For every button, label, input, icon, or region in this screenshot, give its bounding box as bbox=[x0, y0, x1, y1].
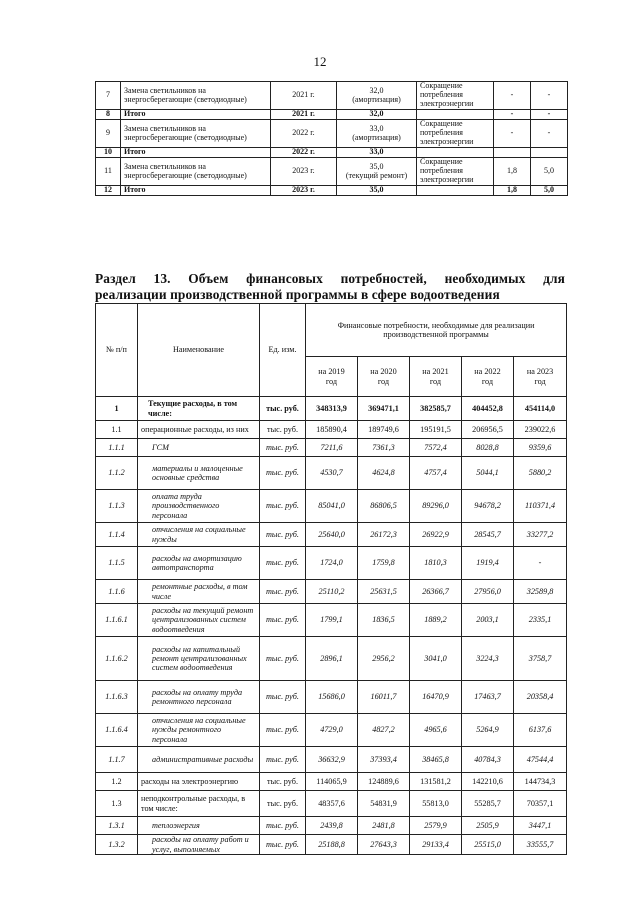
header-unit: Ед. изм. bbox=[260, 304, 306, 397]
table-row bbox=[96, 747, 567, 773]
row-num: 1.1.6.2 bbox=[96, 637, 138, 681]
row-value: 40784,3 bbox=[462, 747, 514, 773]
row-num: 1.3 bbox=[96, 791, 138, 817]
row-name: оплата труда производственного персонала bbox=[138, 490, 260, 523]
row-value: 32589,8 bbox=[514, 580, 567, 604]
row-value: 55285,7 bbox=[462, 791, 514, 817]
row-value: 195191,5 bbox=[410, 421, 462, 439]
page-number: 12 bbox=[313, 54, 327, 69]
row-value: 17463,7 bbox=[462, 681, 514, 714]
measures-row bbox=[96, 158, 568, 186]
row-value: 1799,1 bbox=[306, 604, 358, 637]
row-cost-value: 33,0 bbox=[369, 123, 384, 133]
table-row bbox=[96, 604, 567, 637]
measures-row bbox=[96, 82, 568, 110]
row-value: 37393,4 bbox=[358, 747, 410, 773]
row-value: 5044,1 bbox=[462, 457, 514, 490]
financial-needs-table bbox=[95, 303, 567, 855]
row-effect bbox=[417, 186, 494, 196]
row-value: 25515,0 bbox=[462, 835, 514, 855]
row-value: 1759,8 bbox=[358, 547, 410, 580]
row-year: 2023 г. bbox=[271, 186, 337, 196]
row-value: 25631,5 bbox=[358, 580, 410, 604]
row-num: 1.1.5 bbox=[96, 547, 138, 580]
row-value: 185890,4 bbox=[306, 421, 358, 439]
table-row bbox=[96, 817, 567, 835]
row-value: 1836,5 bbox=[358, 604, 410, 637]
row-value: 6137,6 bbox=[514, 714, 567, 747]
row-value: 25188,8 bbox=[306, 835, 358, 855]
header-group: Финансовые потребности, необходимые для реализации производственной программы bbox=[306, 304, 567, 357]
row-value: 55813,0 bbox=[410, 791, 462, 817]
row-name: Текущие расходы, в том числе: bbox=[138, 397, 260, 421]
row-value: 7361,3 bbox=[358, 439, 410, 457]
row-unit: тыс. руб. bbox=[260, 681, 306, 714]
measures-row bbox=[96, 110, 568, 120]
row-value: 4965,6 bbox=[410, 714, 462, 747]
row-value: 1724,0 bbox=[306, 547, 358, 580]
row-value: 142210,6 bbox=[462, 773, 514, 791]
row-num: 1.1.6.3 bbox=[96, 681, 138, 714]
row-name: расходы на оплату труда ремонтного персонала bbox=[138, 681, 260, 714]
row-name: отчисления на социальные нужды bbox=[138, 523, 260, 547]
row-unit: тыс. руб. bbox=[260, 580, 306, 604]
row-unit: тыс. руб. bbox=[260, 835, 306, 855]
row-value: 206956,5 bbox=[462, 421, 514, 439]
row-value: 20358,4 bbox=[514, 681, 567, 714]
row-value: 369471,1 bbox=[358, 397, 410, 421]
section-heading-line2: реализации производственной программы в сфере водоотведения bbox=[95, 287, 500, 302]
table-row bbox=[96, 773, 567, 791]
row-value: 189749,6 bbox=[358, 421, 410, 439]
row-value: 4530,7 bbox=[306, 457, 358, 490]
row-value: 3224,3 bbox=[462, 637, 514, 681]
header-year: на 2021 год bbox=[410, 357, 462, 397]
measures-row bbox=[96, 148, 568, 158]
row-value: 7211,6 bbox=[306, 439, 358, 457]
row-unit: тыс. руб. bbox=[260, 547, 306, 580]
row-value: 5264,9 bbox=[462, 714, 514, 747]
row-name: неподконтрольные расходы, в том числе: bbox=[138, 791, 260, 817]
row-num: 9 bbox=[96, 120, 121, 148]
row-cost bbox=[337, 158, 417, 186]
header-num: № п/п bbox=[96, 304, 138, 397]
row-num: 1.3.1 bbox=[96, 817, 138, 835]
row-name: Итого bbox=[121, 186, 271, 196]
row-unit: тыс. руб. bbox=[260, 439, 306, 457]
measures-row bbox=[96, 186, 568, 196]
row-name: теплоэнергия bbox=[138, 817, 260, 835]
row-unit: тыс. руб. bbox=[260, 457, 306, 490]
row-value: 89296,0 bbox=[410, 490, 462, 523]
row-unit: тыс. руб. bbox=[260, 397, 306, 421]
table-row bbox=[96, 791, 567, 817]
row-value-1: - bbox=[494, 110, 531, 120]
row-value: 26922,9 bbox=[410, 523, 462, 547]
row-name: расходы на амортизацию автотранспорта bbox=[138, 547, 260, 580]
row-effect bbox=[417, 110, 494, 120]
section-heading bbox=[95, 271, 565, 303]
row-cost bbox=[337, 120, 417, 148]
row-name: отчисления на социальные нужды ремонтного персонала bbox=[138, 714, 260, 747]
row-value: 131581,2 bbox=[410, 773, 462, 791]
row-value: 1919,4 bbox=[462, 547, 514, 580]
row-num: 12 bbox=[96, 186, 121, 196]
row-value: 33555,7 bbox=[514, 835, 567, 855]
row-num: 1.1.3 bbox=[96, 490, 138, 523]
row-value-2: - bbox=[531, 82, 568, 110]
row-value: 70357,1 bbox=[514, 791, 567, 817]
row-value: 2579,9 bbox=[410, 817, 462, 835]
row-value: 114065,9 bbox=[306, 773, 358, 791]
row-value: 38465,8 bbox=[410, 747, 462, 773]
measures-table bbox=[95, 81, 568, 196]
header-year: на 2019 год bbox=[306, 357, 358, 397]
row-num: 1.1.6.4 bbox=[96, 714, 138, 747]
row-value-1: 1,8 bbox=[494, 158, 531, 186]
row-cost: 33,0 bbox=[337, 148, 417, 158]
row-cost-value: 35,0 bbox=[369, 161, 384, 171]
row-unit: тыс. руб. bbox=[260, 747, 306, 773]
row-num: 11 bbox=[96, 158, 121, 186]
row-year: 2023 г. bbox=[271, 158, 337, 186]
row-num: 1.1.4 bbox=[96, 523, 138, 547]
row-value: 5880,2 bbox=[514, 457, 567, 490]
row-cost-note: (амортизация) bbox=[352, 132, 401, 142]
row-value: 16011,7 bbox=[358, 681, 410, 714]
row-value-2: 5,0 bbox=[531, 158, 568, 186]
row-name: Итого bbox=[121, 110, 271, 120]
section-heading-line1: Раздел 13. Объем финансовых потребностей, необходимых для bbox=[95, 271, 565, 286]
row-value: 26366,7 bbox=[410, 580, 462, 604]
row-cost-note: (текущий ремонт) bbox=[345, 170, 408, 180]
row-name: административные расходы bbox=[138, 747, 260, 773]
row-value: 33277,2 bbox=[514, 523, 567, 547]
row-value: 27643,3 bbox=[358, 835, 410, 855]
row-value: 47544,4 bbox=[514, 747, 567, 773]
row-effect bbox=[417, 148, 494, 158]
row-value: 2335,1 bbox=[514, 604, 567, 637]
row-name: ремонтные расходы, в том числе bbox=[138, 580, 260, 604]
row-value-1: - bbox=[494, 82, 531, 110]
table-row bbox=[96, 457, 567, 490]
row-value: 2481,8 bbox=[358, 817, 410, 835]
row-value: 48357,6 bbox=[306, 791, 358, 817]
row-value: - bbox=[514, 547, 567, 580]
header-year: на 2022 год bbox=[462, 357, 514, 397]
row-value: 2956,2 bbox=[358, 637, 410, 681]
table-row bbox=[96, 439, 567, 457]
row-unit: тыс. руб. bbox=[260, 490, 306, 523]
table-row bbox=[96, 421, 567, 439]
header-name: Наименование bbox=[138, 304, 260, 397]
row-value: 9359,6 bbox=[514, 439, 567, 457]
row-value: 8028,8 bbox=[462, 439, 514, 457]
row-cost bbox=[337, 82, 417, 110]
row-effect: Сокращение потребления электроэнергии bbox=[417, 120, 494, 148]
row-value: 4757,4 bbox=[410, 457, 462, 490]
row-value: 3041,0 bbox=[410, 637, 462, 681]
table-row bbox=[96, 637, 567, 681]
row-unit: тыс. руб. bbox=[260, 817, 306, 835]
row-effect: Сокращение потребления электроэнергии bbox=[417, 82, 494, 110]
row-num: 1.2 bbox=[96, 773, 138, 791]
row-value: 7572,4 bbox=[410, 439, 462, 457]
row-value: 28545,7 bbox=[462, 523, 514, 547]
row-value: 85041,0 bbox=[306, 490, 358, 523]
header-year: на 2020 год bbox=[358, 357, 410, 397]
row-num: 7 bbox=[96, 82, 121, 110]
row-year: 2022 г. bbox=[271, 148, 337, 158]
row-value: 16470,9 bbox=[410, 681, 462, 714]
row-unit: тыс. руб. bbox=[260, 637, 306, 681]
row-name: расходы на электроэнергию bbox=[138, 773, 260, 791]
row-value: 2896,1 bbox=[306, 637, 358, 681]
row-num: 1.1.6 bbox=[96, 580, 138, 604]
row-name: операционные расходы, из них bbox=[138, 421, 260, 439]
row-value: 382585,7 bbox=[410, 397, 462, 421]
row-name: материалы и малоценные основные средства bbox=[138, 457, 260, 490]
row-name: расходы на оплату работ и услуг, выполняемых bbox=[138, 835, 260, 855]
row-cost: 32,0 bbox=[337, 110, 417, 120]
row-year: 2021 г. bbox=[271, 82, 337, 110]
row-value-1 bbox=[494, 148, 531, 158]
row-unit: тыс. руб. bbox=[260, 773, 306, 791]
row-value: 348313,9 bbox=[306, 397, 358, 421]
table-row bbox=[96, 835, 567, 855]
row-unit: тыс. руб. bbox=[260, 791, 306, 817]
row-value: 2439,8 bbox=[306, 817, 358, 835]
table-row bbox=[96, 523, 567, 547]
row-value: 2003,1 bbox=[462, 604, 514, 637]
row-value: 2505,9 bbox=[462, 817, 514, 835]
row-value: 25640,0 bbox=[306, 523, 358, 547]
row-cost-value: 32,0 bbox=[369, 85, 384, 95]
row-num: 1.1.7 bbox=[96, 747, 138, 773]
row-value: 404452,8 bbox=[462, 397, 514, 421]
row-name: Замена светильников на энергосберегающие (светодиодные) bbox=[121, 82, 271, 110]
row-name: расходы на капитальный ремонт централизованных систем водоотведения bbox=[138, 637, 260, 681]
row-value: 110371,4 bbox=[514, 490, 567, 523]
row-unit: тыс. руб. bbox=[260, 714, 306, 747]
row-name: Замена светильников на энергосберегающие (светодиодные) bbox=[121, 120, 271, 148]
row-name: ГСМ bbox=[138, 439, 260, 457]
row-num: 1.1 bbox=[96, 421, 138, 439]
row-value: 4624,8 bbox=[358, 457, 410, 490]
table-row bbox=[96, 490, 567, 523]
row-num: 1.1.6.1 bbox=[96, 604, 138, 637]
row-value: 4729,0 bbox=[306, 714, 358, 747]
row-value: 26172,3 bbox=[358, 523, 410, 547]
row-num: 1.1.1 bbox=[96, 439, 138, 457]
row-name: Замена светильников на энергосберегающие (светодиодные) bbox=[121, 158, 271, 186]
row-unit: тыс. руб. bbox=[260, 604, 306, 637]
row-value-1: 1,8 bbox=[494, 186, 531, 196]
row-num: 1 bbox=[96, 397, 138, 421]
row-value-1: - bbox=[494, 120, 531, 148]
row-value-2: 5,0 bbox=[531, 186, 568, 196]
row-cost-note: (амортизация) bbox=[352, 94, 401, 104]
row-unit: тыс. руб. bbox=[260, 421, 306, 439]
row-value: 54831,9 bbox=[358, 791, 410, 817]
row-value: 25110,2 bbox=[306, 580, 358, 604]
row-year: 2021 г. bbox=[271, 110, 337, 120]
row-cost: 35,0 bbox=[337, 186, 417, 196]
table-row bbox=[96, 547, 567, 580]
row-name: расходы на текущий ремонт централизованных систем водоотведения bbox=[138, 604, 260, 637]
row-num: 10 bbox=[96, 148, 121, 158]
row-num: 1.1.2 bbox=[96, 457, 138, 490]
row-value: 144734,3 bbox=[514, 773, 567, 791]
row-value: 124889,6 bbox=[358, 773, 410, 791]
header-year: на 2023 год bbox=[514, 357, 567, 397]
row-num: 8 bbox=[96, 110, 121, 120]
row-value: 239022,6 bbox=[514, 421, 567, 439]
table-row bbox=[96, 397, 567, 421]
row-unit: тыс. руб. bbox=[260, 523, 306, 547]
row-value: 86806,5 bbox=[358, 490, 410, 523]
measures-row bbox=[96, 120, 568, 148]
row-name: Итого bbox=[121, 148, 271, 158]
table-row bbox=[96, 681, 567, 714]
row-value: 27956,0 bbox=[462, 580, 514, 604]
row-value: 4827,2 bbox=[358, 714, 410, 747]
row-value: 3758,7 bbox=[514, 637, 567, 681]
row-value: 15686,0 bbox=[306, 681, 358, 714]
row-value: 36632,9 bbox=[306, 747, 358, 773]
table-row bbox=[96, 580, 567, 604]
row-value: 454114,0 bbox=[514, 397, 567, 421]
row-value-2 bbox=[531, 148, 568, 158]
row-value: 29133,4 bbox=[410, 835, 462, 855]
row-value-2: - bbox=[531, 110, 568, 120]
row-value: 3447,1 bbox=[514, 817, 567, 835]
row-value: 1810,3 bbox=[410, 547, 462, 580]
row-value-2: - bbox=[531, 120, 568, 148]
row-value: 94678,2 bbox=[462, 490, 514, 523]
row-effect: Сокращение потребления электроэнергии bbox=[417, 158, 494, 186]
row-year: 2022 г. bbox=[271, 120, 337, 148]
table-row bbox=[96, 714, 567, 747]
row-value: 1889,2 bbox=[410, 604, 462, 637]
row-num: 1.3.2 bbox=[96, 835, 138, 855]
